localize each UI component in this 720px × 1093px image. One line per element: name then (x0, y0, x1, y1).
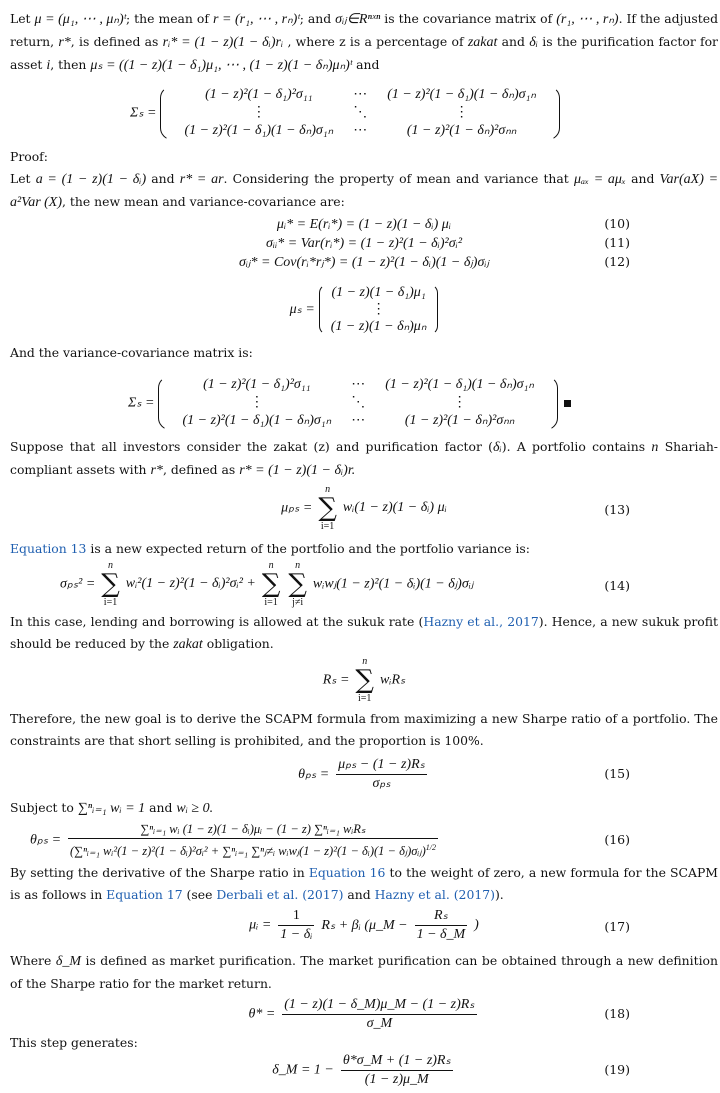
sum-lower: i=1 (320, 521, 335, 532)
equation-16 (30, 820, 630, 860)
text: obligation. (202, 636, 274, 651)
matrix-cell: ⋱ (351, 395, 366, 410)
math-prop-mean: μₐₓ = aμₓ (573, 172, 626, 187)
paragraph-this-step (10, 1032, 718, 1054)
equation-13 (10, 484, 718, 532)
text: ; and (299, 11, 336, 26)
math-delta-m: δ_M (55, 954, 81, 969)
eq16-lhs: θₚₛ = (30, 832, 62, 848)
text: and (146, 171, 180, 186)
term-zakat: zakat (467, 35, 498, 50)
eq17-middle: Rₛ + βᵢ (μ_M − (321, 918, 408, 933)
summation: n ∑ j≠i (288, 560, 307, 608)
equation-11 (10, 233, 718, 253)
matrix-cell: (1 − z)²(1 − δ₁)(1 − δₙ)σ₁ₙ (387, 87, 537, 102)
text: ; the mean of (126, 11, 213, 26)
math-i: i (46, 58, 51, 73)
eq14-lhs: σₚₛ² = (60, 576, 96, 592)
matrix-cell: (1 − z)²(1 − δₙ)²σₙₙ (404, 413, 515, 428)
rs-rhs: wᵢRₛ (379, 672, 406, 688)
text: This step generates: (10, 1035, 138, 1050)
text: is the purification factor for asset (10, 34, 718, 72)
eq19-lhs: δ_M = 1 − (272, 1062, 334, 1078)
equation-11-body: σᵢᵢ* = Var(rᵢ*) = (1 − z)²(1 − δᵢ)²σᵢ² (265, 236, 463, 251)
text: and (625, 171, 660, 186)
denominator: 1 − δᵢ (280, 927, 313, 942)
text: , defined as (162, 462, 240, 477)
denominator: (1 − z)μ_M (364, 1072, 429, 1087)
vector-entry: (1 − z)(1 − δ₁)μ₁ (331, 285, 426, 300)
text: By setting the derivative of the Sharpe ratio in (10, 865, 309, 880)
mus-label: μₛ = (289, 302, 315, 317)
text: , where z is a percentage of (283, 34, 468, 49)
vector-entry: ⋮ (371, 302, 386, 317)
text: And the variance-covariance matrix is: (10, 345, 253, 360)
text: Let (10, 11, 35, 26)
fraction (336, 756, 427, 793)
text: . If the adjusted return, (10, 11, 719, 49)
sum-upper: n (325, 484, 331, 495)
proof-block (10, 146, 718, 214)
text: Let (10, 171, 36, 186)
equation-sigma-s-2 (128, 376, 628, 430)
math-a: a = (1 − z)(1 − δᵢ) (35, 172, 147, 187)
numerator: 1 (278, 907, 314, 926)
text: Shariah-compliant assets with (10, 439, 718, 477)
covariance-matrix (160, 86, 560, 140)
matrix-cell: (1 − z)²(1 − δ₁)(1 − δₙ)σ₁ₙ (385, 377, 535, 392)
sum-upper: n (268, 560, 274, 571)
text: is a new expected return of the portfolio and the portfolio variance is: (86, 541, 530, 556)
text: and (497, 34, 530, 49)
math-rstar: r* (58, 35, 71, 50)
matrix-cell: (1 − z)²(1 − δₙ)²σₙₙ (406, 123, 517, 138)
equation-rs (10, 656, 718, 704)
math-mus: μₛ = ((1 − z)(1 − δ₁)μ₁, ⋯ , (1 − z)(1 − δₙ)μₙ)ᵗ (90, 58, 353, 73)
text: is defined as market purification. The market purification can be obtained through a new definition of the Sharpe ratio for the market return. (10, 953, 719, 991)
matrix-cell: ⋮ (452, 395, 467, 410)
equation-16-link[interactable]: Equation 16 (308, 865, 386, 880)
matrix-cell: (1 − z)²(1 − δ₁)²σ₁₁ (205, 87, 313, 102)
equation-number: (17) (604, 919, 630, 934)
numerator: ∑ⁿᵢ₌₁ wᵢ (1 − z)(1 − δᵢ)μᵢ − (1 − z) ∑ⁿᵢ₌₁ wᵢRₛ (68, 820, 438, 839)
math-adjusted-return: rᵢ* = (1 − z)(1 − δᵢ)rᵢ (162, 35, 284, 50)
matrix-cell: ⋮ (251, 105, 266, 120)
denominator: 1 − δ_M (416, 927, 466, 942)
eq17-close: ) (474, 917, 479, 933)
numerator: μₚₛ − (1 − z)Rₛ (336, 756, 427, 775)
sigma-s-label: Σₛ = (128, 395, 155, 411)
matrix-cell: ⋯ (351, 413, 366, 428)
term-zakat: zakat (173, 637, 203, 652)
equation-number: (15) (604, 766, 630, 781)
matrix-cell: ⋱ (353, 105, 368, 120)
text: to the weight of zero, a new formula for the SCAPM is as follows in (10, 865, 718, 902)
math-n: n (651, 440, 659, 455)
sum-upper: n (295, 560, 301, 571)
equation-12 (10, 252, 718, 272)
mus-vector (319, 284, 439, 335)
matrix-cell: (1 − z)²(1 − δ₁)²σ₁₁ (203, 377, 311, 392)
eq17-lhs: μᵢ = (249, 917, 272, 933)
sum-lower: i=1 (357, 693, 372, 704)
equation-13-link[interactable]: Equation 13 (10, 541, 87, 556)
matrix-cell: ⋮ (249, 395, 264, 410)
sum-lower: i=1 (264, 597, 278, 608)
text: is the covariance matrix of (380, 11, 557, 26)
denominator: σₚₛ (372, 776, 391, 791)
equation-mus-vector (10, 284, 718, 335)
math-constraint-sum: ∑ⁿᵢ₌₁ wᵢ = 1 (77, 801, 146, 816)
text: In this case, lending and borrowing is allowed at the sukuk rate ( (10, 614, 424, 629)
math-rstar-def: r* = (1 − z)(1 − δᵢ)r. (239, 463, 356, 478)
text: ). (494, 887, 504, 902)
fraction (68, 820, 438, 860)
text: Where (10, 953, 56, 968)
eq13-lhs: μₚₛ = (281, 500, 313, 516)
equation-number: (14) (604, 578, 630, 593)
matrix-cell: (1 − z)²(1 − δ₁)(1 − δₙ)σ₁ₙ (182, 413, 332, 428)
equation-17-link[interactable]: Equation 17 (106, 887, 183, 902)
text: Suppose that all investors consider the zakat (z) and purification factor ( (10, 439, 494, 454)
numerator: (1 − z)(1 − δ_M)μ_M − (1 − z)Rₛ (282, 996, 476, 1015)
fraction (282, 996, 476, 1033)
equation-10 (10, 214, 718, 234)
math-prop-var: Var(aX) = a²Var (X) (10, 172, 719, 210)
equation-sigma-s-1 (130, 86, 630, 140)
eq18-lhs: θ* = (248, 1006, 276, 1022)
sigma-s-label: Σₛ = (130, 105, 157, 121)
sum-upper: n (108, 560, 114, 571)
equation-number: (11) (604, 235, 630, 250)
equation-12-body: σᵢⱼ* = Cov(rᵢ*rⱼ*) = (1 − z)²(1 − δᵢ)(1 − δⱼ)σᵢⱼ (238, 255, 490, 270)
fraction (278, 907, 314, 944)
equation-17 (10, 907, 718, 944)
text: Therefore, the new goal is to derive the SCAPM formula from maximizing a new Sharpe ratio of a portfolio. The constraints are that short selling is prohibited, and the proportion is 100%. (10, 711, 718, 748)
covariance-matrix (158, 376, 558, 430)
equation-number: (16) (604, 832, 630, 847)
denominator: (∑ⁿᵢ₌₁ wᵢ²(1 − z)²(1 − δᵢ)²σᵢ² + ∑ⁿᵢ₌₁ ∑ⁿⱼ≠ᵢ wᵢwⱼ(1 − z)²(1 − δᵢ)(1 − δⱼ)σᵢⱼ) (70, 844, 426, 859)
citation-derbali-2017[interactable]: Derbali et al. (2017) (216, 887, 344, 902)
equation-number: (18) (604, 1006, 630, 1021)
eq14-term1: wᵢ²(1 − z)²(1 − δᵢ)²σᵢ² + (125, 576, 256, 591)
equation-number: (12) (604, 254, 630, 269)
paragraph-subject-to (10, 797, 718, 820)
sum-lower: j≠i (292, 597, 304, 608)
paragraph-definitions (10, 8, 718, 77)
qed-square-icon (564, 400, 571, 407)
equation-14 (10, 560, 718, 608)
equation-18 (10, 996, 718, 1033)
fraction (415, 907, 468, 944)
text: ). A portfolio contains (501, 439, 652, 454)
math-rstar: r* = ar (179, 172, 224, 187)
eq14-term2: wᵢwⱼ(1 − z)²(1 − δᵢ)(1 − δⱼ)σᵢⱼ (312, 576, 474, 592)
citation-hazny-2017[interactable]: Hazny et al., 2017 (423, 614, 539, 629)
paragraph-portfolio (10, 436, 718, 482)
text: , is defined as (70, 34, 163, 49)
sum-lower: i=1 (103, 597, 118, 608)
equation-number: (13) (604, 502, 630, 517)
math-mu: μ = (μ₁, ⋯ , μₙ)ᵗ (34, 12, 126, 27)
math-sigma: σᵢⱼ∈Rⁿˣⁿ (335, 12, 381, 27)
math-rstar: r* (150, 463, 163, 478)
text: and (352, 57, 380, 72)
paragraph-derivative (10, 862, 718, 906)
math-r: r = (r₁, ⋯ , rₙ)ᵗ (212, 12, 300, 27)
summation: n ∑ i=1 (261, 560, 281, 608)
equation-15 (10, 756, 718, 793)
summation: n ∑ i=1 (318, 484, 337, 532)
paragraph-sukuk (10, 611, 718, 656)
equation-number: (10) (604, 216, 630, 231)
numerator: Rₛ (415, 907, 468, 926)
matrix-cell: ⋯ (351, 377, 366, 392)
text: (see (182, 887, 217, 902)
paragraph-goal (10, 708, 718, 752)
paragraph-var-cov (10, 342, 718, 364)
vector-entry: (1 − z)(1 − δₙ)μₙ (330, 319, 427, 334)
text: , then (50, 57, 91, 72)
matrix-cell: ⋮ (454, 105, 469, 120)
citation-hazny-2017[interactable]: Hazny et al. (2017) (374, 887, 495, 902)
math-delta: δᵢ (493, 440, 502, 455)
equation-19 (10, 1052, 718, 1089)
summation: n ∑ i=1 (355, 656, 374, 704)
paragraph-variance (10, 538, 718, 560)
text: , the new mean and variance-covariance are: (62, 194, 345, 209)
denominator: σ_M (366, 1016, 393, 1031)
text: and (145, 800, 177, 815)
text: . Considering the property of mean and variance that (223, 171, 574, 186)
summation: n ∑ i=1 (101, 560, 120, 608)
text: Subject to (10, 800, 78, 815)
fraction (341, 1052, 453, 1089)
exponent: 1/2 (425, 843, 436, 852)
numerator: θ*σ_M + (1 − z)Rₛ (341, 1052, 453, 1071)
eq15-lhs: θₚₛ = (298, 767, 330, 782)
proof-label: Proof: (10, 149, 48, 164)
matrix-cell: (1 − z)²(1 − δ₁)(1 − δₙ)σ₁ₙ (184, 123, 334, 138)
sum-upper: n (362, 656, 368, 667)
equation-number: (19) (604, 1062, 630, 1077)
rs-lhs: Rₛ = (322, 672, 350, 688)
math-r-vector: (r₁, ⋯ , rₙ) (556, 12, 619, 27)
math-delta: δᵢ (529, 35, 538, 50)
equation-10-body: μᵢ* = E(rᵢ*) = (1 − z)(1 − δᵢ) μᵢ (276, 217, 452, 232)
matrix-cell: ⋯ (353, 87, 368, 102)
eq13-rhs: wᵢ(1 − z)(1 − δᵢ) μᵢ (342, 500, 447, 515)
text: ). Hence, a new sukuk profit should be reduced by the (10, 614, 719, 651)
text: and (343, 887, 375, 902)
math-constraint-nonneg: wᵢ ≥ 0. (176, 801, 214, 816)
paragraph-market-purification (10, 950, 718, 995)
matrix-cell: ⋯ (353, 123, 368, 138)
